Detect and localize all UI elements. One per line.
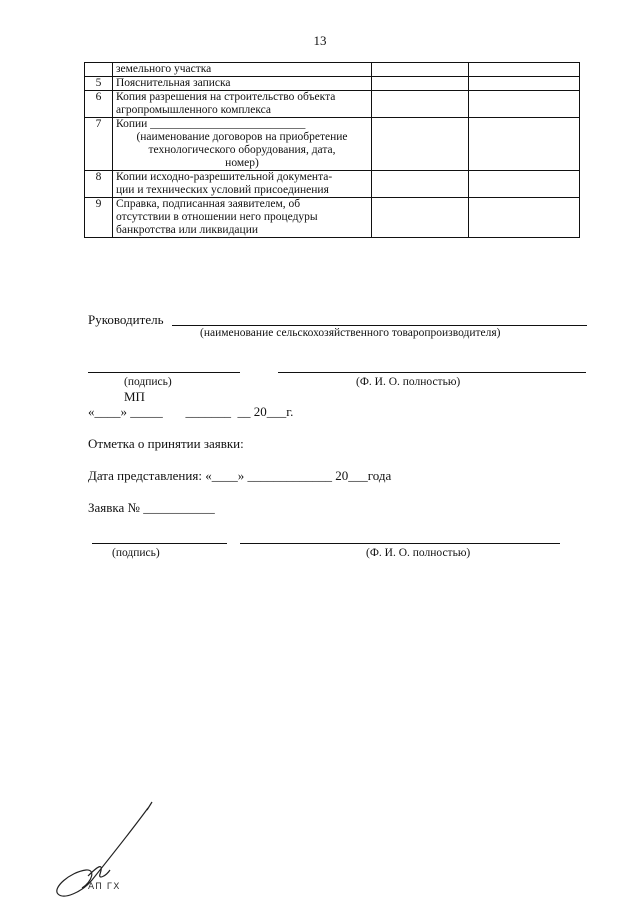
empty-cell (469, 198, 580, 238)
row-text-line: ции и технических условий присоединения (116, 184, 329, 196)
table-row (85, 118, 580, 171)
row-number: 8 (85, 171, 113, 198)
fio-caption-2: (Ф. И. О. полностью) (366, 547, 471, 559)
row-text-line: агропромышленного комплекса (116, 104, 272, 116)
fio-line-2 (240, 543, 560, 544)
row-number: 7 (85, 118, 113, 171)
row-text-line: отсутствии в отношении него процедуры (116, 211, 318, 223)
fio-caption: (Ф. И. О. полностью) (356, 376, 461, 388)
empty-cell (469, 63, 580, 77)
page-number: 13 (313, 33, 327, 48)
table-row (85, 171, 580, 198)
row-text (113, 63, 372, 77)
row-number (85, 63, 113, 77)
signature-caption-2: (подпись) (112, 547, 160, 559)
row-text (113, 198, 372, 238)
row-number: 6 (85, 91, 113, 118)
empty-cell (469, 118, 580, 171)
head-label: Руководитель (88, 312, 164, 327)
stamp-mark: АП ГХ (88, 882, 121, 892)
row-text-line: земельного участка (116, 63, 212, 75)
stamp-place: МП (124, 389, 145, 404)
empty-cell (469, 171, 580, 198)
empty-cell (469, 91, 580, 118)
empty-cell (372, 171, 469, 198)
table-row (85, 91, 580, 118)
empty-cell (469, 77, 580, 91)
table-row (85, 198, 580, 238)
acceptance-mark: Отметка о принятии заявки: (88, 436, 244, 451)
submission-date: Дата представления: «____» _____________ 20___года (88, 468, 392, 483)
empty-cell (372, 198, 469, 238)
fio-line (278, 372, 586, 373)
row-text-line: Копии ___________________________ (116, 118, 306, 130)
row-text-line: Копии исходно-разрешительной документа- (116, 171, 333, 183)
row-text-line: Копия разрешения на строительство объекта (116, 91, 336, 103)
application-number: Заявка № ___________ (88, 500, 215, 515)
empty-cell (372, 91, 469, 118)
row-number: 9 (85, 198, 113, 238)
signature-caption: (подпись) (124, 376, 172, 388)
row-text-line: технологического оборудования, дата, (148, 144, 336, 156)
head-caption: (наименование сельскохозяйственного товаропроизводителя) (200, 327, 501, 339)
row-text (113, 91, 372, 118)
row-text (113, 118, 372, 171)
row-text (113, 77, 372, 91)
row-text (113, 171, 372, 198)
empty-cell (372, 118, 469, 171)
date-line: «____» _____ _______ __ 20___г. (88, 404, 294, 419)
row-text-line: номер) (225, 157, 259, 169)
documents-table (84, 62, 580, 238)
row-number: 5 (85, 77, 113, 91)
row-text-line: Пояснительная записка (116, 77, 231, 89)
head-name-line (172, 325, 587, 326)
row-text-line: Справка, подписанная заявителем, об (116, 198, 301, 210)
signature-line (88, 372, 240, 373)
empty-cell (372, 77, 469, 91)
table-row (85, 63, 580, 77)
empty-cell (372, 63, 469, 77)
row-text-line: банкротства или ликвидации (116, 224, 259, 236)
row-text-line: (наименование договоров на приобретение (136, 131, 348, 143)
signature-line-2 (92, 543, 227, 544)
table-row (85, 77, 580, 91)
